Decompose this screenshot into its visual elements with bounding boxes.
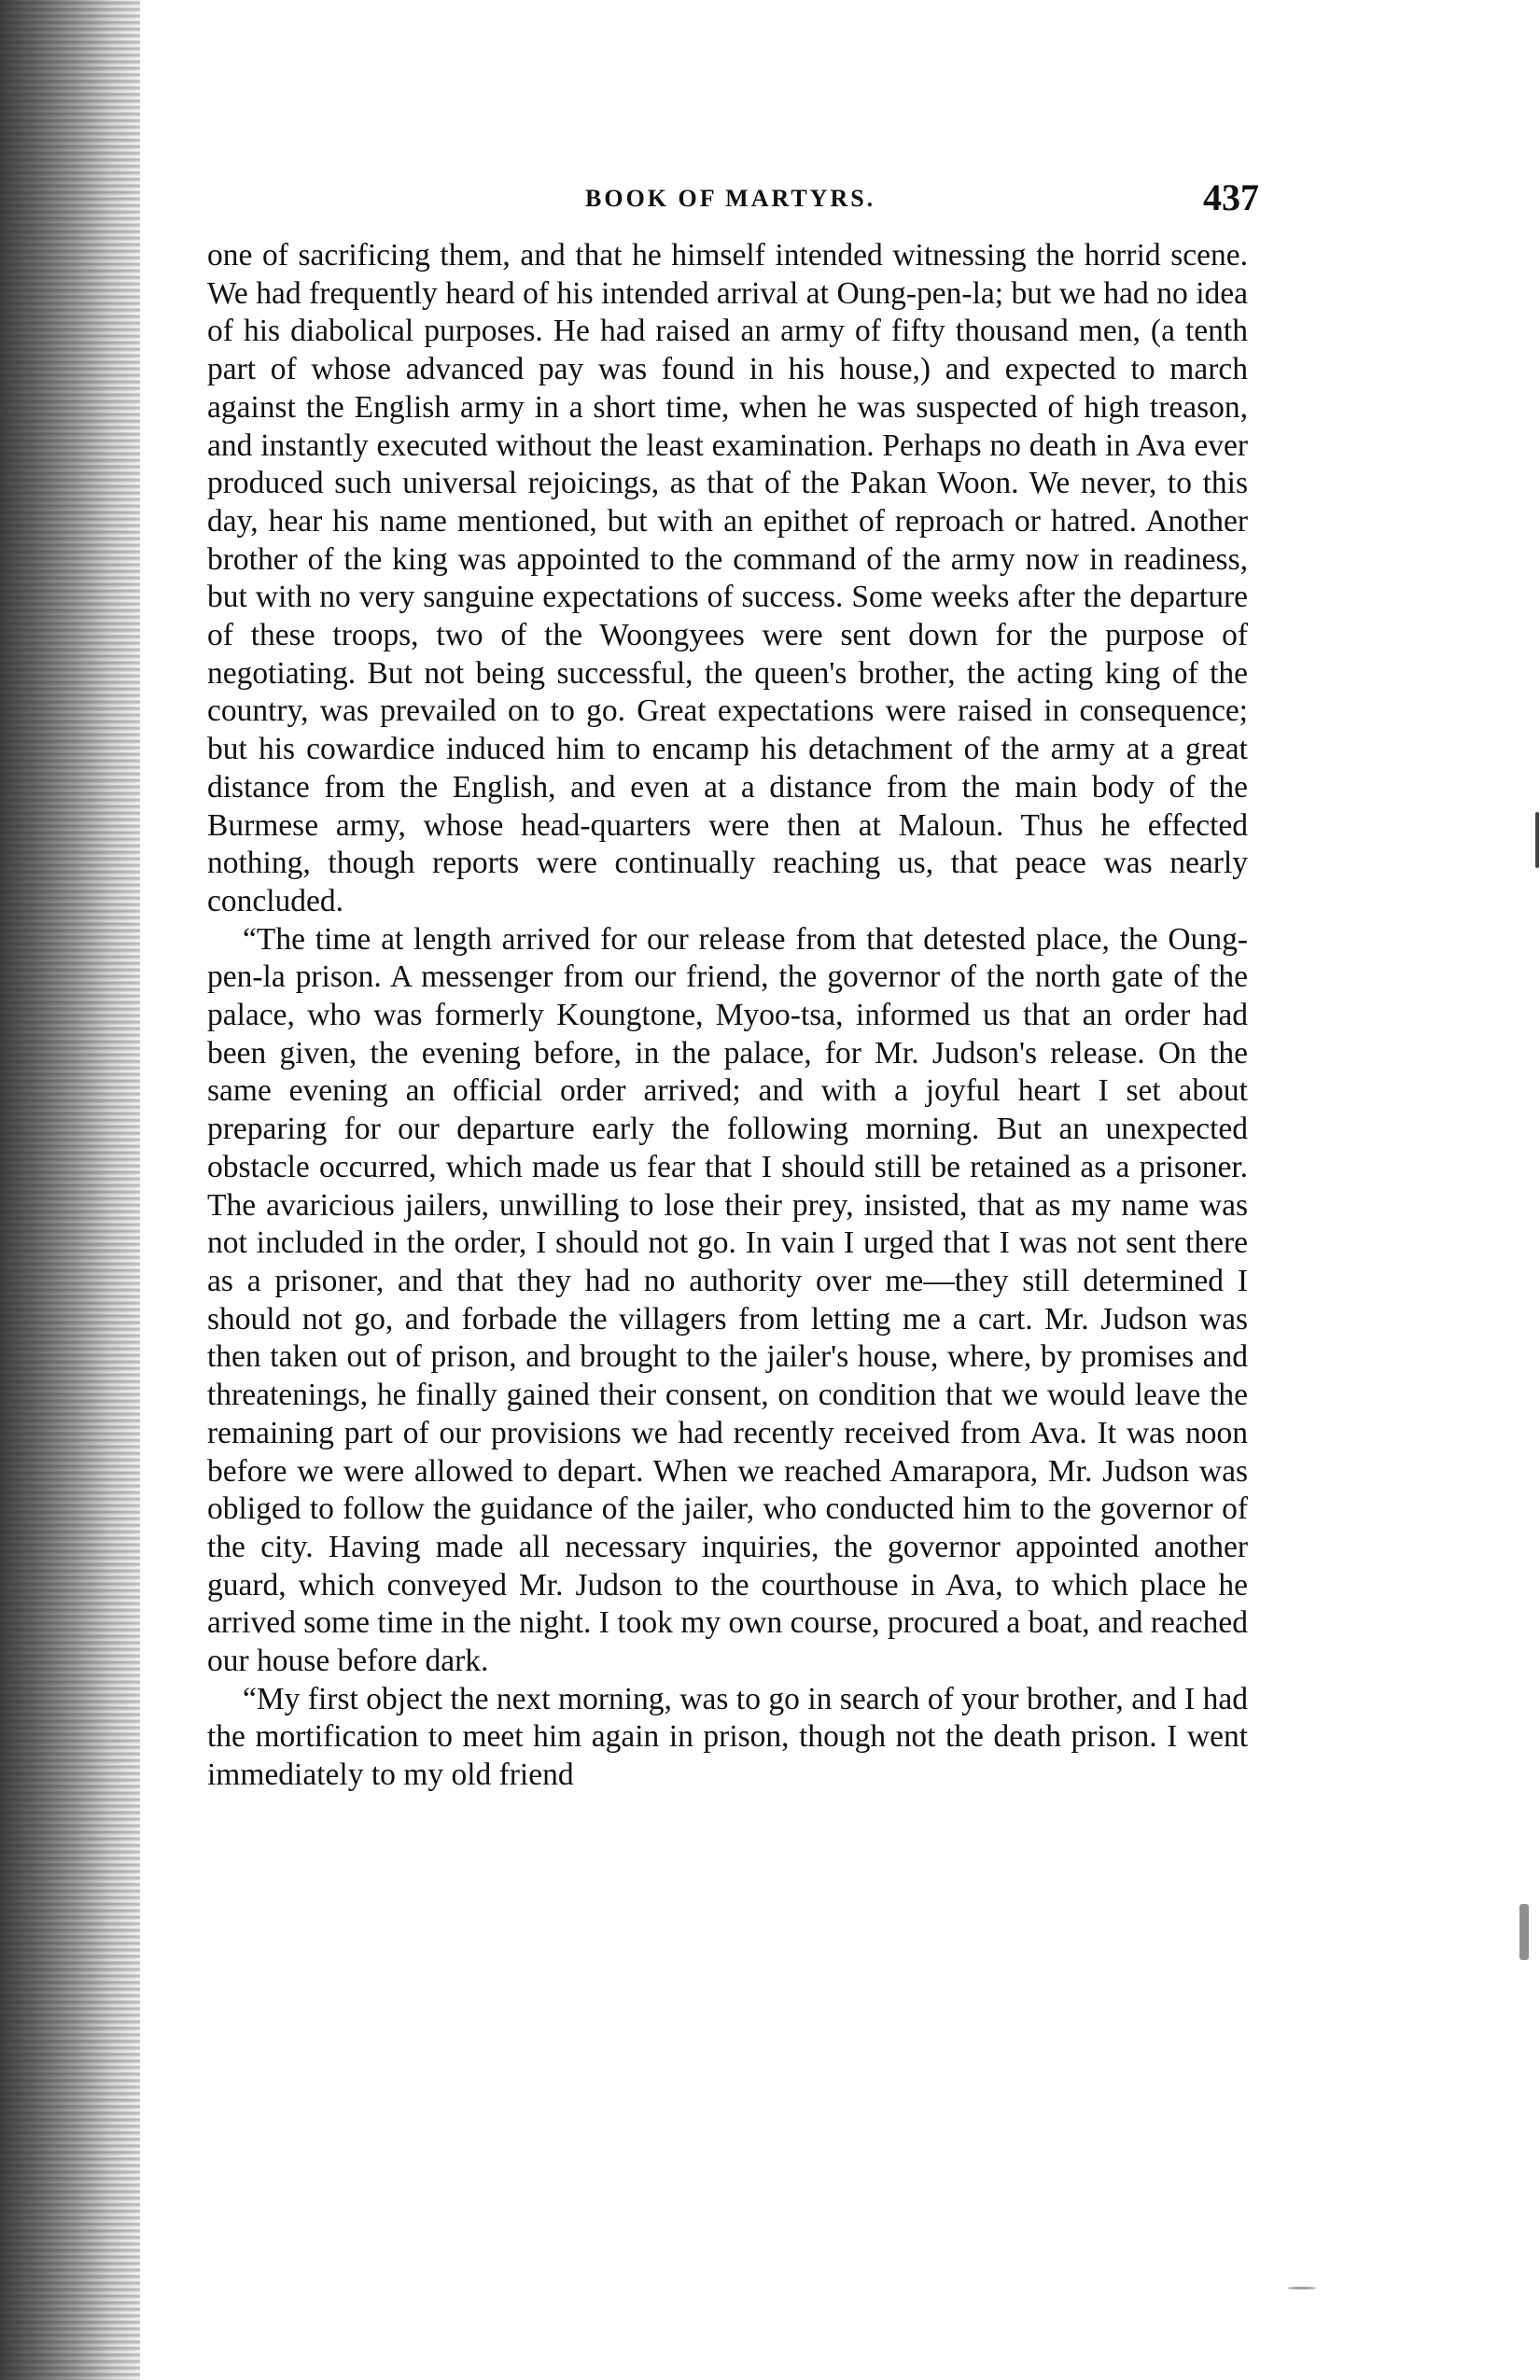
body-text [207, 237, 1248, 1795]
print-speck [1519, 1904, 1529, 1960]
paragraph: one of sacrificing them, and that he himself intended witnessing the horrid scene. We had frequently heard of his intended arrival at Oung-pen-la; but we had no idea of his diabolical purposes. He had raised an army of fifty thousand men, (a tenth part of whose advanced pay was found in his house,) and expected to march against the English army in a short time, when he was suspected of high treason, and instantly executed without the least examination. Perhaps no death in Ava ever produced such universal rejoicings, as that of the Pakan Woon. We never, to this day, hear his name mentioned, but with an epithet of reproach or hatred. Another brother of the king was appointed to the command of the army now in readiness, but with no very sanguine expectations of success. Some weeks after the departure of these troops, two of the Woongyees were sent down for the purpose of negotiating. But not being successful, the queen's brother, the acting king of the country, was prevailed on to go. Great expectations were raised in consequence; but his cowardice induced him to encamp his detachment of the army at a great distance from the English, and even at a distance from the main body of the Burmese army, whose head-quarters were then at Maloun. Thus he effected nothing, though reports were continually reaching us, that peace was nearly concluded. [207, 238, 1248, 918]
page-number: 437 [1203, 176, 1259, 218]
print-speck [1288, 2287, 1316, 2289]
paragraph: “My first object the next morning, was to go in search of your brother, and I had the mortification to meet him again in prison, though not the death prison. I went immediately to my old friend [207, 1681, 1248, 1793]
running-head: BOOK OF MARTYRS. [585, 185, 876, 212]
paragraph: “The time at length arrived for our release from that detested place, the Oung-pen-la prison. A messenger from our friend, the governor of the north gate of the palace, who was formerly Koungtone, Myoo-tsa, informed us that an order had been given, the evening before, in the palace, for Mr. Judson's release. On the same evening an official order arrived; and with a joyful heart I set about preparing for our departure early the following morning. But an unexpected obstacle occurred, which made us fear that I should still be retained as a prisoner. The avaricious jailers, unwilling to lose their prey, insisted, that as my name was not included in the order, I should not go. In vain I urged that I was not sent there as a prisoner, and that they had no authority over me—they still determined I should not go, and forbade the villagers from letting me a cart. Mr. Judson was then taken out of prison, and brought to the jailer's house, where, by promises and threatenings, he finally gained their consent, on condition that we would leave the remaining part of our provisions we had recently received from Ava. It was noon before we were allowed to depart. When we reached Amarapora, Mr. Judson was obliged to follow the guidance of the jailer, who conducted him to the governor of the city. Having made all necessary inquiries, the governor appointed another guard, which conveyed Mr. Judson to the courthouse in Ava, to which place he arrived some time in the night. I took my own course, procured a boat, and reached our house before dark. [207, 921, 1248, 1679]
print-speck [1535, 812, 1539, 868]
book-page [207, 176, 1259, 1795]
page-binding-shadow [0, 0, 140, 2380]
page-header [207, 176, 1259, 233]
